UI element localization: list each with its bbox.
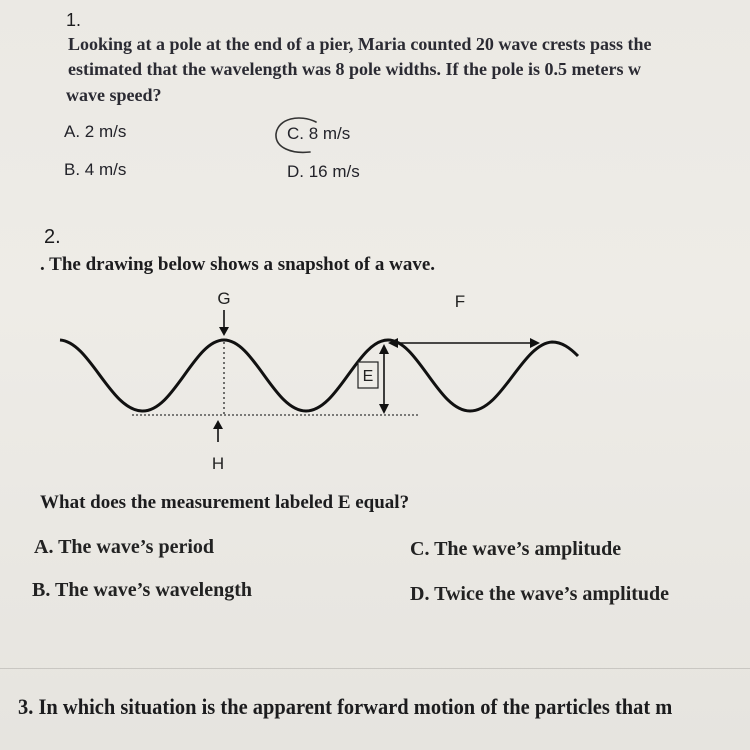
h-arrow-head [213, 420, 223, 429]
section-divider [0, 668, 750, 669]
q1-text-line-1: Looking at a pole at the end of a pier, Maria counted 20 wave crests pass the [68, 34, 652, 54]
q2-stem: . The drawing below shows a snapshot of a wave. [40, 254, 436, 275]
q3-text: 3. In which situation is the apparent forward motion of the particles that m [18, 694, 673, 719]
q2-option-c[interactable]: C. The wave’s amplitude [410, 538, 622, 560]
q1-text-line-2: estimated that the wavelength was 8 pole widths. If the pole is 0.5 meters w [68, 59, 641, 79]
q1-option-d[interactable]: D. 16 m/s [287, 162, 360, 181]
answer-circle-mark [270, 112, 340, 160]
q2-option-d[interactable]: D. Twice the wave’s amplitude [410, 583, 670, 605]
q1-number: 1. [66, 10, 82, 30]
wave-diagram [40, 282, 600, 482]
e-arrow-top-head [379, 344, 389, 354]
label-f: F [454, 292, 466, 311]
q2-option-b[interactable]: B. The wave’s wavelength [32, 579, 252, 601]
q2-number: 2. [44, 226, 61, 248]
label-h: H [211, 454, 225, 473]
g-arrow-head [219, 327, 229, 336]
e-arrow-bottom-head [379, 404, 389, 414]
q1-text-line-3: wave speed? [66, 85, 162, 105]
q2-question: What does the measurement labeled E equal? [40, 492, 410, 513]
q2-option-a[interactable]: A. The wave’s period [34, 536, 214, 558]
q1-option-b[interactable]: B. 4 m/s [64, 160, 127, 179]
label-g: G [217, 289, 231, 308]
q1-option-c[interactable]: C. 8 m/s [287, 124, 351, 143]
wave-curve [60, 340, 578, 411]
q1-option-a[interactable]: A. 2 m/s [64, 122, 127, 141]
label-e: E [362, 368, 374, 385]
